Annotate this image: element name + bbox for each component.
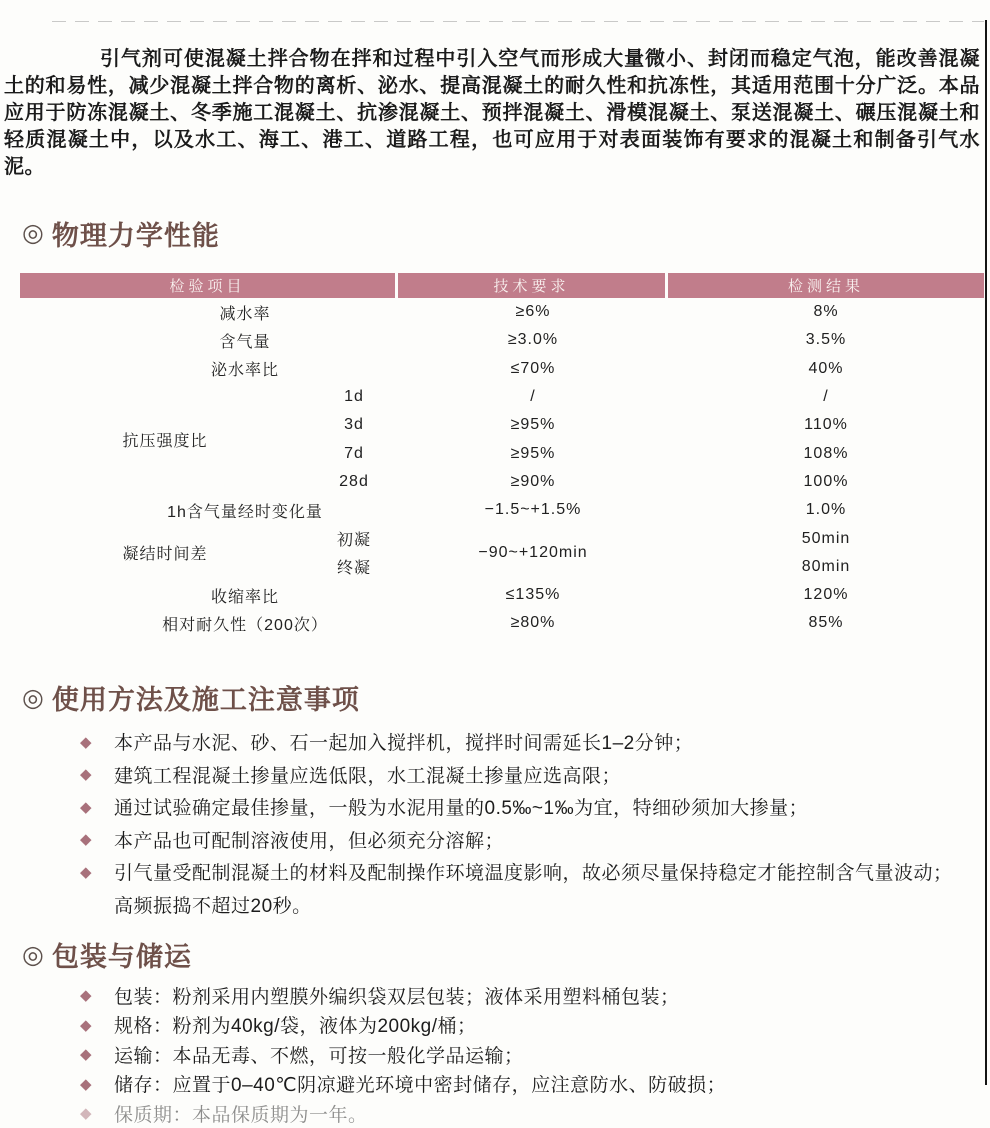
cell-item: 1h含气量经时变化量 [167,503,323,521]
list-item-text: 规格：粉剂为40kg/袋，液体为200kg/桶； [114,1016,477,1038]
diamond-bullet-icon: ◆ [80,1016,93,1034]
cell-requirement: / [530,388,536,406]
table-header-row [20,273,984,298]
packing-bullet-list [0,981,990,1128]
header-cell-result: 检测结果 [668,273,984,298]
list-item-text: 包装：粉剂采用内塑膜外编织袋双层包装；液体采用塑料桶包装； [114,986,680,1008]
list-item-continuation [80,888,980,921]
list-item-text: 储存：应置于0–40℃阴凉避光环境中密封储存，应注意防水、防破损； [114,1075,727,1097]
cell-requirement: ≤135% [505,586,561,604]
cell-phase: 初凝 [336,532,371,550]
cell-requirement: ≥6% [515,303,551,321]
list-item [80,856,980,889]
cell-result: 120% [803,586,849,604]
table-body [20,298,984,638]
list-item-text: 建筑工程混凝土掺量应选低限，水工混凝土掺量应选高限； [114,765,622,787]
header-cell-requirement: 技术要求 [398,273,665,298]
diamond-bullet-icon: ◆ [80,1105,93,1123]
cell-age: 28d [339,472,369,490]
performance-table [20,273,984,638]
table-row [20,581,984,609]
cell-age: 3d [344,416,364,434]
list-item [80,981,980,1011]
list-item-text: 本产品也可配制溶液使用，但必须充分溶解； [114,830,505,852]
table-row-group-setting-time [20,524,984,581]
cell-result: 110% [804,416,848,434]
cell-requirement: ≥3.0% [507,331,559,349]
cell-requirement: ≥80% [510,614,556,632]
cell-item: 相对耐久性（200次） [162,616,328,634]
cell-result: 108% [803,444,849,462]
list-item-clipped-bottom [80,1099,980,1128]
list-item-text: 保质期：本品保质期为一年。 [114,1104,368,1126]
cell-result: 80min [801,557,851,575]
cell-item-merged: 抗压强度比 [122,432,208,450]
list-item [80,823,980,856]
section-title-packing [22,939,990,971]
table-row-group-strength [20,383,984,496]
cell-requirement: ≥95% [510,416,556,434]
header-cell-item: 检验项目 [20,273,395,298]
cell-result: / [823,388,829,406]
diamond-bullet-icon: ◆ [80,863,93,881]
cell-result: 100% [803,472,849,490]
diamond-bullet-icon: ◆ [80,1075,93,1093]
cell-requirement: ≥95% [510,444,556,462]
cell-result: 40% [808,359,844,377]
cell-item: 收缩率比 [210,588,279,606]
diamond-bullet-icon: ◆ [80,733,93,751]
document-page [0,20,990,1126]
section-title-text: 包装与储运 [51,942,192,973]
diamond-bullet-icon: ◆ [80,831,93,849]
intro-paragraph: 引气剂可使混凝土拌合物在拌和过程中引入空气而形成大量微小、封闭而稳定气泡，能改善混凝土的和易性，减少混凝土拌合物的离析、泌水、提高混凝土的耐久性和抗冻性，其适用范围十分广泛。本品应用于防冻混凝土、冬季施工混凝土、抗渗混凝土、预拌混凝土、滑模混凝土、泵送混凝土、碾压混凝土和轻质混凝土中，以及水工、海工、港工、道路工程，也可应用于对表面装饰有要求的混凝土和制备引气水泥。 [4,48,980,178]
cell-requirement-merged: −90~+120min [478,543,588,561]
list-item [80,1010,980,1040]
cell-phase: 终凝 [336,560,371,578]
section-title-usage [22,682,990,714]
scan-artifact-top-line [52,21,984,22]
page-right-border [985,20,987,1085]
section-marker-icon: ◎ [22,683,45,712]
cell-requirement: ≥90% [510,472,556,490]
list-item-text: 高频振捣不超过20秒。 [114,895,312,917]
cell-requirement: ≤70% [510,359,556,377]
cell-age: 7d [344,444,364,462]
cell-item: 含气量 [219,333,271,351]
cell-requirement: −1.5~+1.5% [484,501,582,519]
usage-bullet-list [0,726,990,921]
table-row [20,355,984,383]
cell-age: 1d [344,388,364,406]
section-title-physical [22,217,990,249]
diamond-bullet-icon: ◆ [80,987,93,1005]
cell-result: 50min [801,529,851,547]
diamond-bullet-icon: ◆ [80,798,93,816]
cell-result: 1.0% [805,501,847,519]
list-item [80,1069,980,1099]
cell-result: 8% [813,303,839,321]
table-row [20,609,984,637]
table-row [20,326,984,354]
section-title-text: 物理力学性能 [51,220,220,251]
diamond-bullet-icon: ◆ [80,1046,93,1064]
diamond-bullet-icon: ◆ [80,766,93,784]
cell-result: 3.5% [805,331,847,349]
table-row [20,298,984,326]
section-title-text: 使用方法及施工注意事项 [51,685,360,716]
cell-item-merged: 凝结时间差 [122,546,208,564]
section-marker-icon: ◎ [22,940,45,969]
list-item-text: 引气量受配制混凝土的材料及配制操作环境温度影响，故必须尽量保持稳定才能控制含气量波动； [114,863,953,885]
list-item-text: 通过试验确定最佳掺量，一般为水泥用量的0.5‰~1‰为宜，特细砂须加大掺量； [114,798,809,820]
cell-item: 泌水率比 [210,362,279,380]
list-item [80,726,980,759]
section-marker-icon: ◎ [22,219,45,247]
list-item [80,758,980,791]
list-item [80,791,980,824]
cell-item: 减水率 [219,305,271,323]
list-item-text: 运输：本品无毒、不燃，可按一般化学品运输； [114,1045,524,1067]
table-row [20,496,984,524]
cell-result: 85% [808,614,844,632]
list-item-text: 本产品与水泥、砂、石一起加入搅拌机，搅拌时间需延长1–2分钟； [114,733,694,755]
